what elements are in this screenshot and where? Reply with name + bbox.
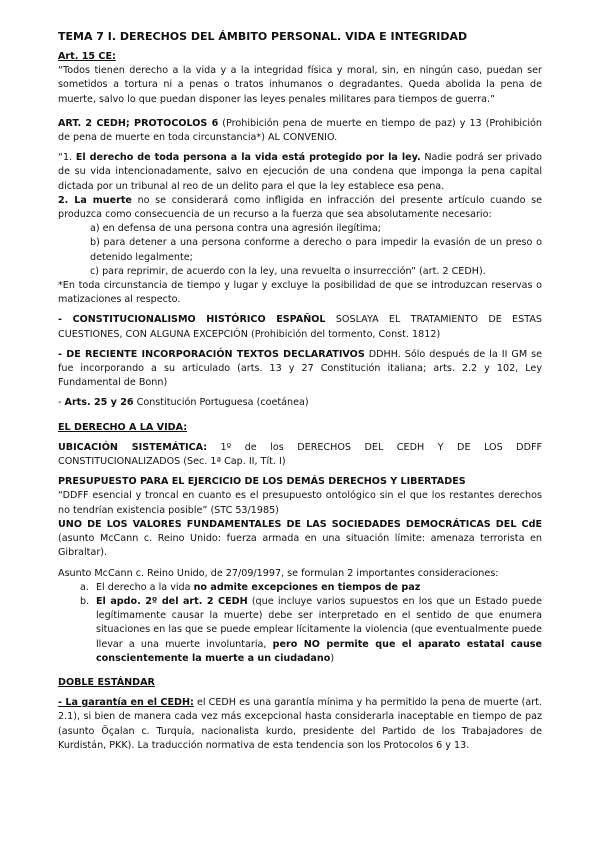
reciente-paragraph: - DE RECIENTE INCORPORACIÓN TEXTOS DECLARATIVOS DDHH. Sólo después de la II GM se fue incorporando a su articulado (arts. 13 y 27 Constitución italiana; arts. 2.2 y 102, Ley Fundamental de Bonn) xyxy=(58,348,542,389)
garantia-paragraph: - La garantía en el CEDH: el CEDH es una garantía mínima y ha permitido la pena de muerte (art. 2.1), si bien de manera cada vez más excepcional hasta considerarla inaceptable en tiempo de paz (asunto Öçalan c. Turquía, nacionalista kurdo, presidente del Partido de los Trabajadores de Kurdistán, PKK). La traducción normativa de esta tendencia son los Protocolos 6 y 13. xyxy=(58,697,542,751)
doble-estandar-heading: DOBLE ESTÁNDAR xyxy=(58,676,155,688)
mccann-list xyxy=(58,581,542,666)
art15-text: “Todos tienen derecho a la vida y a la integridad física y moral, sin, en ningún caso, puedan ser sometidos a tortura ni a penas o tratos inhumanos o degradantes. Queda abolida la pena de muerte, salvo lo que puedan disponer las leyes penales militares para tiempos de guerra.” xyxy=(58,65,542,105)
derecho-vida-heading: EL DERECHO A LA VIDA: xyxy=(58,421,188,433)
constitucionalismo-paragraph: - CONSTITUCIONALISMO HISTÓRICO ESPAÑOL SOSLAYA EL TRATAMIENTO DE ESTAS CUESTIONES, CON ALGUNA EXCEPCIÓN (Prohibición del tormento, Const. 1812) xyxy=(58,314,542,340)
list-item: b. El apdo. 2º del art. 2 CEDH (que incluye varios supuestos en los que un Estado puede legítimamente causar la muerte) debe ser interpretado en el sentido de que enumera situaciones en las que se puede emplear lícitamente la violencia (que eventualmente puede llevar a una muerte involuntaria, pero NO permite que el aparato estatal cause conscientemente la muerte a un ciudadano) xyxy=(80,595,542,664)
art15-heading: Art. 15 CE: xyxy=(58,51,116,62)
page-title: TEMA 7 I. DERECHOS DEL ÁMBITO PERSONAL. VIDA E INTEGRIDAD xyxy=(58,30,468,43)
art2-paragraph-1: “1. El derecho de toda persona a la vida está protegido por la ley. Nadie podrá ser privado de su vida intencionadamente, salvo en ejecución de una condena que imponga la pena capital dictada por un tribunal al reo de un delito para el que la ley establece esa pena. xyxy=(58,152,542,192)
art2-item-a: a) en defensa de una persona contra una agresión ilegítima; xyxy=(90,223,382,235)
presupuesto-heading: PRESUPUESTO PARA EL EJERCICIO DE LOS DEMÁS DERECHOS Y LIBERTADES xyxy=(58,476,466,488)
art2-heading-paragraph: ART. 2 CEDH; PROTOCOLOS 6 (Prohibición pena de muerte en tiempo de paz) y 13 (Prohibición de pena de muerte en toda circunstancia*) AL CONVENIO. xyxy=(58,117,542,144)
presupuesto-text: “DDFF esencial y troncal en cuanto es el presupuesto ontológico sin el que los restantes derechos no tendrían existencia posible” (STC 53/1985) xyxy=(58,490,542,516)
art2-note: *En toda circunstancia de tiempo y lugar y excluye la posibilidad de que se introduzcan reservas o matizaciones al respecto. xyxy=(58,280,542,306)
art2-paragraph-2: 2. La muerte no se considerará como infligida en infracción del presente artículo cuando se produzca como consecuencia de un recurso a la fuerza que sea absolutamente necesario: xyxy=(58,194,542,221)
art2-item-b: b) para detener a una persona conforme a derecho o para impedir la evasión de un preso o detenido legalmente; xyxy=(90,237,542,263)
list-item: a. El derecho a la vida no admite excepciones en tiempos de paz xyxy=(80,581,421,593)
mccann-paragraph: Asunto McCann c. Reino Unido, de 27/09/1997, se formulan 2 importantes consideraciones: xyxy=(58,567,499,579)
art2-heading: ART. 2 CEDH; PROTOCOLOS 6 xyxy=(58,117,219,129)
ubicacion-paragraph: UBICACIÓN SISTEMÁTICA: 1º de los DERECHOS DEL CEDH Y DE LOS DDFF CONSTITUCIONALIZADOS (Sec. 1ª Cap. II, Tít. I) xyxy=(58,441,542,468)
valores-paragraph: UNO DE LOS VALORES FUNDAMENTALES DE LAS SOCIEDADES DEMOCRÁTICAS DEL CdE (asunto McCann c. Reino Unido: fuerza armada en una situación límite: amenaza terrorista en Gibraltar). xyxy=(58,518,542,559)
art2-item-c: c) para reprimir, de acuerdo con la ley, una revuelta o insurrección” (art. 2 CEDH). xyxy=(90,265,486,277)
document-page xyxy=(58,30,542,753)
arts-25-26-paragraph: - Arts. 25 y 26 Constitución Portuguesa (coetánea) xyxy=(58,397,309,409)
